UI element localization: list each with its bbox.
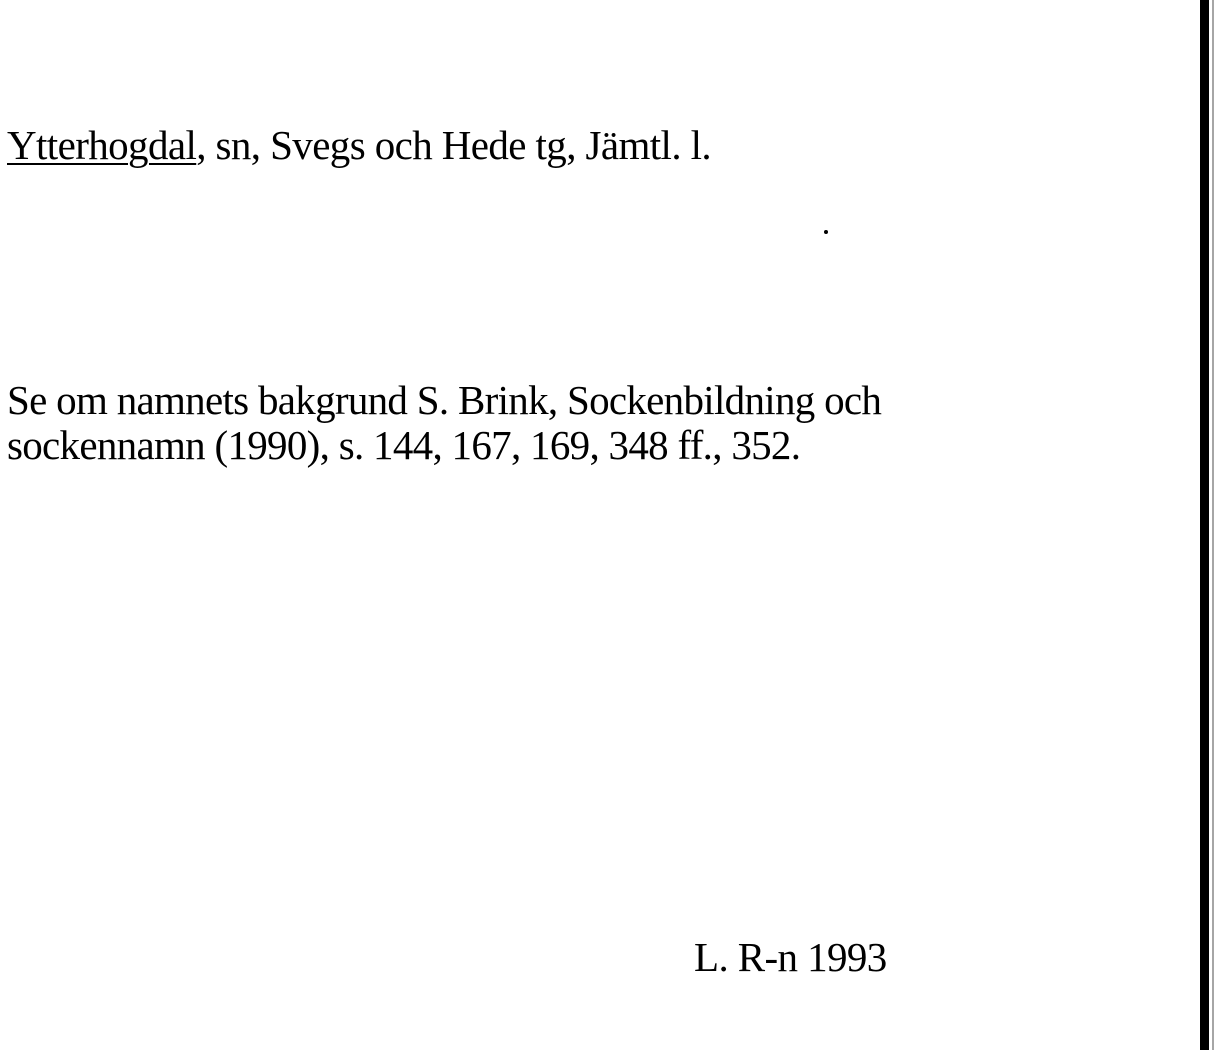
reference-line-1: Se om namnets bakgrund S. Brink, Sockenbildning och [7, 377, 882, 423]
place-description: , sn, Svegs och Hede tg, Jämtl. l. [196, 122, 712, 168]
reference-text [7, 378, 881, 468]
entry-heading [7, 121, 711, 169]
place-name-headword: Ytterhogdal [7, 122, 197, 168]
author-signature: L. R-n 1993 [694, 934, 887, 980]
reference-line-2: sockennamn (1990), s. 144, 167, 169, 348 ff., 352. [7, 422, 801, 468]
card-right-border-shadow [1212, 0, 1214, 1050]
ink-speck [824, 230, 828, 234]
card-right-border [1200, 0, 1209, 1050]
